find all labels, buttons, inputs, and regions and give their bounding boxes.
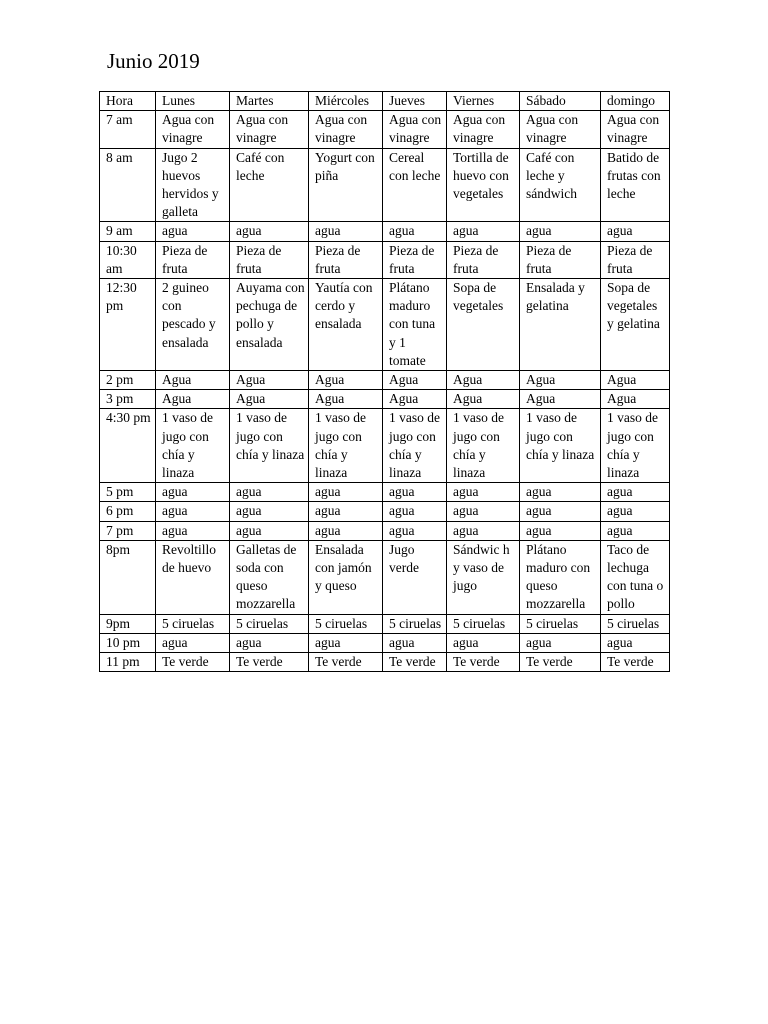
meal-cell-domingo: Taco de lechuga con tuna o pollo (601, 540, 670, 614)
meal-cell-martes: Agua (230, 371, 309, 390)
meal-cell-viernes: agua (447, 633, 520, 652)
meal-cell-martes: agua (230, 483, 309, 502)
meal-cell-sabado: 5 ciruelas (520, 614, 601, 633)
meal-cell-sabado: Agua (520, 371, 601, 390)
header-miercoles: Miércoles (309, 92, 383, 111)
page-title: Junio 2019 (107, 49, 200, 73)
meal-cell-domingo: Sopa de vegetales y gelatina (601, 279, 670, 371)
meal-cell-sabado: Agua con vinagre (520, 111, 601, 148)
meal-cell-jueves: Agua (383, 390, 447, 409)
meal-cell-miercoles: Yautía con cerdo y ensalada (309, 279, 383, 371)
meal-cell-lunes: Te verde (156, 653, 230, 672)
time-cell: 3 pm (100, 390, 156, 409)
table-row (100, 111, 670, 148)
meal-cell-viernes: 5 ciruelas (447, 614, 520, 633)
meal-cell-sabado: Café con leche y sándwich (520, 148, 601, 222)
meal-cell-miercoles: Agua con vinagre (309, 111, 383, 148)
header-row (100, 92, 670, 111)
meal-cell-lunes: agua (156, 633, 230, 652)
meal-cell-jueves: agua (383, 502, 447, 521)
meal-cell-martes: Auyama con pechuga de pollo y ensalada (230, 279, 309, 371)
header-sabado: Sábado (520, 92, 601, 111)
time-cell: 7 am (100, 111, 156, 148)
meal-cell-jueves: Pieza de fruta (383, 241, 447, 278)
table-row (100, 540, 670, 614)
meal-cell-lunes: Agua con vinagre (156, 111, 230, 148)
meal-cell-domingo: Te verde (601, 653, 670, 672)
meal-cell-lunes: Revoltillo de huevo (156, 540, 230, 614)
meal-cell-martes: agua (230, 502, 309, 521)
meal-cell-miercoles: agua (309, 633, 383, 652)
time-cell: 4:30 pm (100, 409, 156, 483)
time-cell: 8 am (100, 148, 156, 222)
table-row (100, 390, 670, 409)
meal-cell-jueves: agua (383, 633, 447, 652)
meal-cell-jueves: Te verde (383, 653, 447, 672)
meal-cell-lunes: agua (156, 222, 230, 241)
meal-cell-martes: 5 ciruelas (230, 614, 309, 633)
meal-cell-domingo: Agua (601, 371, 670, 390)
meal-cell-martes: Galletas de soda con queso mozzarella (230, 540, 309, 614)
header-domingo: domingo (601, 92, 670, 111)
meal-cell-sabado: 1 vaso de jugo con chía y linaza (520, 409, 601, 483)
header-jueves: Jueves (383, 92, 447, 111)
table-row (100, 222, 670, 241)
meal-cell-lunes: Jugo 2 huevos hervidos y galleta (156, 148, 230, 222)
meal-cell-jueves: Agua con vinagre (383, 111, 447, 148)
meal-cell-martes: agua (230, 222, 309, 241)
meal-cell-jueves: Plátano maduro con tuna y 1 tomate (383, 279, 447, 371)
table-row (100, 502, 670, 521)
meal-cell-viernes: Agua (447, 371, 520, 390)
meal-cell-martes: Agua con vinagre (230, 111, 309, 148)
meal-cell-martes: Pieza de fruta (230, 241, 309, 278)
meal-cell-lunes: agua (156, 483, 230, 502)
meal-cell-domingo: agua (601, 633, 670, 652)
meal-cell-viernes: agua (447, 222, 520, 241)
meal-cell-sabado: Ensalada y gelatina (520, 279, 601, 371)
table-row (100, 409, 670, 483)
meal-cell-viernes: Sándwic h y vaso de jugo (447, 540, 520, 614)
meal-cell-jueves: agua (383, 222, 447, 241)
header-martes: Martes (230, 92, 309, 111)
meal-cell-viernes: Tortilla de huevo con vegetales (447, 148, 520, 222)
time-cell: 9pm (100, 614, 156, 633)
meal-cell-viernes: agua (447, 521, 520, 540)
meal-cell-domingo: 5 ciruelas (601, 614, 670, 633)
meal-cell-viernes: Pieza de fruta (447, 241, 520, 278)
meal-cell-lunes: agua (156, 521, 230, 540)
table-row (100, 521, 670, 540)
meal-cell-domingo: agua (601, 222, 670, 241)
meal-cell-miercoles: Agua (309, 390, 383, 409)
meal-cell-miercoles: agua (309, 483, 383, 502)
meal-cell-sabado: agua (520, 222, 601, 241)
meal-cell-viernes: agua (447, 502, 520, 521)
meal-cell-sabado: agua (520, 521, 601, 540)
meal-cell-martes: Agua (230, 390, 309, 409)
time-cell: 5 pm (100, 483, 156, 502)
meal-cell-viernes: Agua (447, 390, 520, 409)
table-row (100, 614, 670, 633)
meal-cell-jueves: 5 ciruelas (383, 614, 447, 633)
time-cell: 10:30 am (100, 241, 156, 278)
meal-cell-lunes: agua (156, 502, 230, 521)
table-row (100, 371, 670, 390)
meal-cell-domingo: Agua con vinagre (601, 111, 670, 148)
meal-cell-sabado: Plátano maduro con queso mozzarella (520, 540, 601, 614)
table-row (100, 241, 670, 278)
meal-cell-domingo: agua (601, 502, 670, 521)
meal-cell-viernes: 1 vaso de jugo con chía y linaza (447, 409, 520, 483)
header-lunes: Lunes (156, 92, 230, 111)
time-cell: 6 pm (100, 502, 156, 521)
meal-cell-martes: 1 vaso de jugo con chía y linaza (230, 409, 309, 483)
meal-cell-lunes: Agua (156, 371, 230, 390)
table-row (100, 279, 670, 371)
meal-cell-jueves: Cereal con leche (383, 148, 447, 222)
meal-cell-miercoles: Pieza de fruta (309, 241, 383, 278)
meal-cell-domingo: 1 vaso de jugo con chía y linaza (601, 409, 670, 483)
meal-cell-miercoles: agua (309, 521, 383, 540)
meal-cell-viernes: agua (447, 483, 520, 502)
table-row (100, 148, 670, 222)
time-cell: 2 pm (100, 371, 156, 390)
meal-cell-miercoles: agua (309, 222, 383, 241)
time-cell: 8pm (100, 540, 156, 614)
meal-cell-viernes: Sopa de vegetales (447, 279, 520, 371)
meal-cell-miercoles: Ensalada con jamón y queso (309, 540, 383, 614)
meal-cell-sabado: agua (520, 633, 601, 652)
meal-cell-martes: Te verde (230, 653, 309, 672)
meal-cell-martes: Café con leche (230, 148, 309, 222)
meal-cell-jueves: agua (383, 521, 447, 540)
meal-cell-domingo: agua (601, 483, 670, 502)
meal-cell-miercoles: Agua (309, 371, 383, 390)
table-row (100, 653, 670, 672)
time-cell: 12:30 pm (100, 279, 156, 371)
meal-cell-viernes: Agua con vinagre (447, 111, 520, 148)
meal-cell-domingo: Pieza de fruta (601, 241, 670, 278)
meal-cell-jueves: Agua (383, 371, 447, 390)
meal-cell-domingo: Batido de frutas con leche (601, 148, 670, 222)
meal-cell-domingo: Agua (601, 390, 670, 409)
meal-cell-lunes: Agua (156, 390, 230, 409)
time-cell: 7 pm (100, 521, 156, 540)
meal-cell-miercoles: agua (309, 502, 383, 521)
meal-cell-martes: agua (230, 521, 309, 540)
meal-cell-domingo: agua (601, 521, 670, 540)
meal-cell-martes: agua (230, 633, 309, 652)
meal-cell-lunes: Pieza de fruta (156, 241, 230, 278)
time-cell: 10 pm (100, 633, 156, 652)
time-cell: 11 pm (100, 653, 156, 672)
table-row (100, 483, 670, 502)
header-viernes: Viernes (447, 92, 520, 111)
meal-cell-lunes: 1 vaso de jugo con chía y linaza (156, 409, 230, 483)
table-body (100, 92, 670, 672)
meal-cell-lunes: 2 guineo con pescado y ensalada (156, 279, 230, 371)
meal-cell-sabado: Pieza de fruta (520, 241, 601, 278)
header-hora: Hora (100, 92, 156, 111)
meal-cell-sabado: agua (520, 502, 601, 521)
meal-cell-jueves: 1 vaso de jugo con chía y linaza (383, 409, 447, 483)
meal-cell-miercoles: 1 vaso de jugo con chía y linaza (309, 409, 383, 483)
table-row (100, 633, 670, 652)
time-cell: 9 am (100, 222, 156, 241)
meal-cell-miercoles: Yogurt con piña (309, 148, 383, 222)
meal-cell-sabado: agua (520, 483, 601, 502)
meal-cell-sabado: Te verde (520, 653, 601, 672)
meal-cell-miercoles: 5 ciruelas (309, 614, 383, 633)
meal-cell-miercoles: Te verde (309, 653, 383, 672)
meal-cell-jueves: Jugo verde (383, 540, 447, 614)
meal-cell-jueves: agua (383, 483, 447, 502)
meal-cell-lunes: 5 ciruelas (156, 614, 230, 633)
meal-cell-viernes: Te verde (447, 653, 520, 672)
meal-cell-sabado: Agua (520, 390, 601, 409)
meal-schedule-table (99, 91, 670, 672)
